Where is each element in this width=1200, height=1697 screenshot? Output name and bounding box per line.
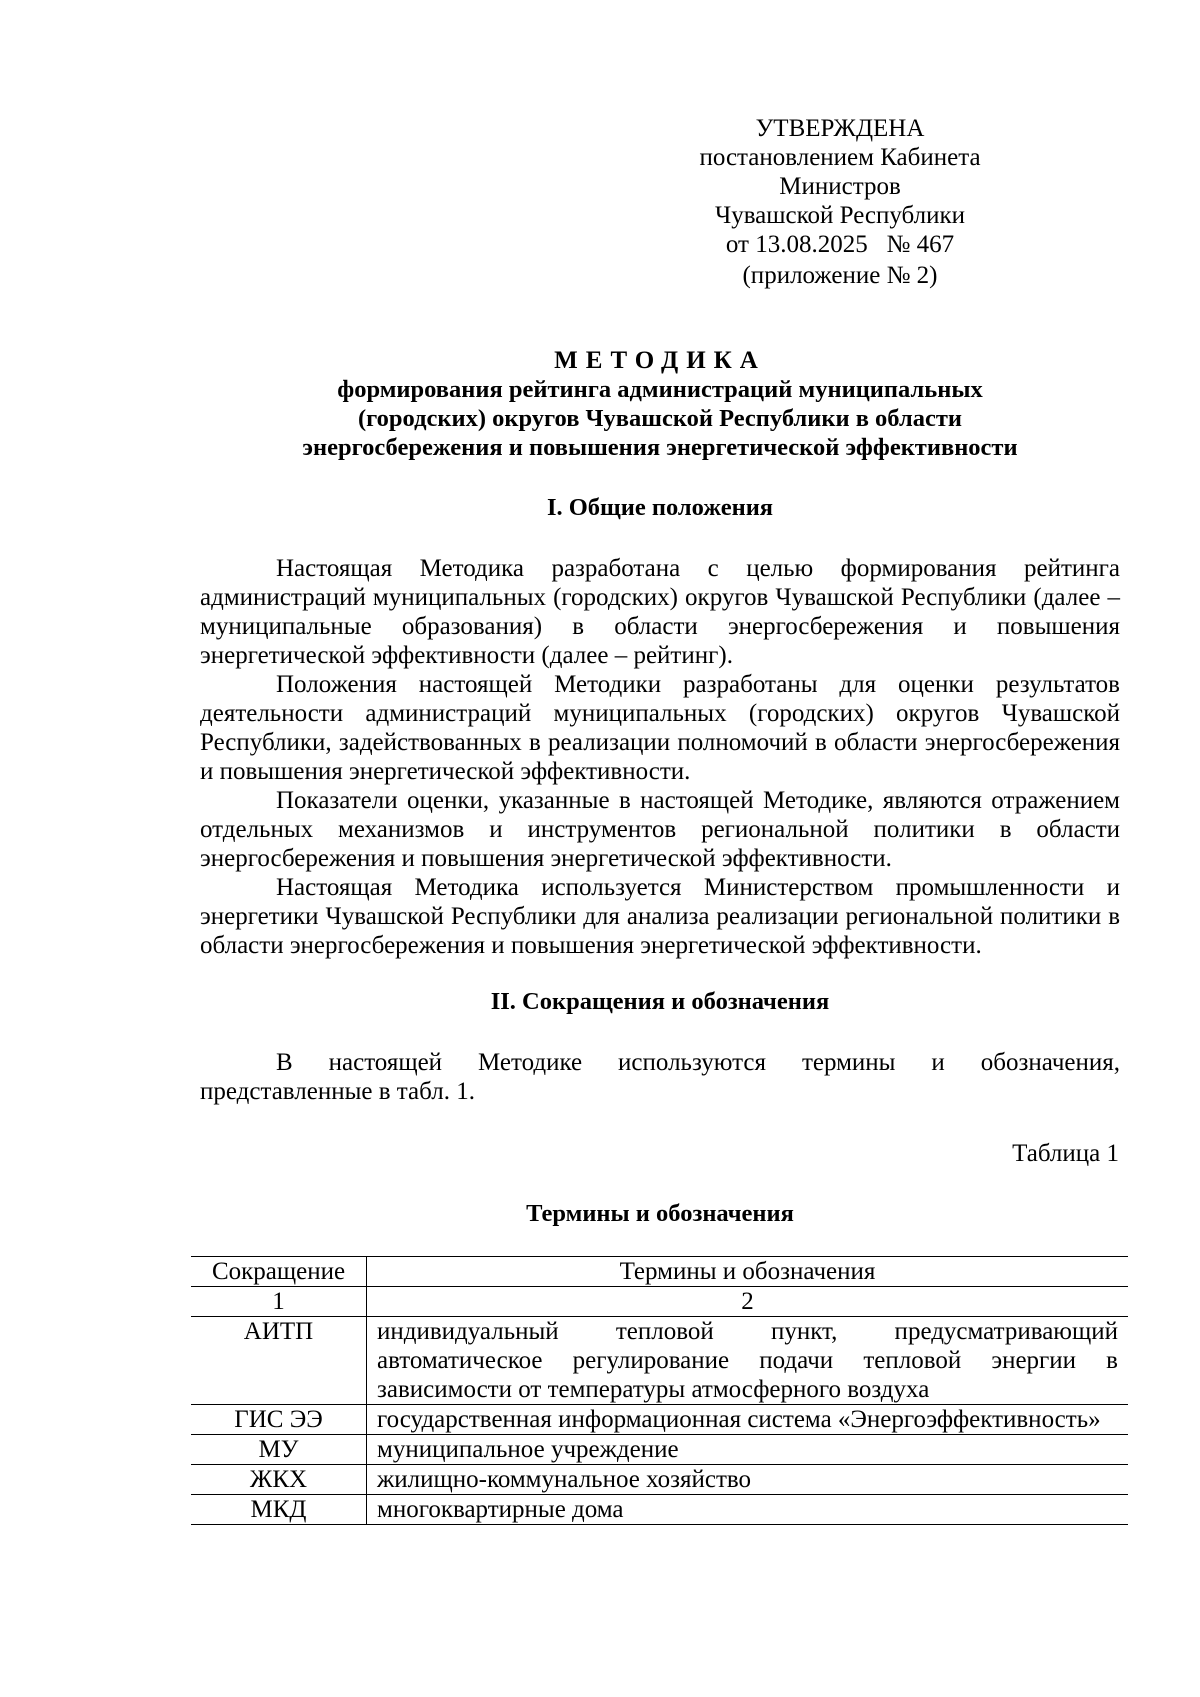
table-row: [191, 1495, 1128, 1525]
abbreviation-cell: ЖКХ: [191, 1465, 367, 1495]
terms-table: [191, 1256, 1128, 1525]
document-title: [200, 346, 1120, 462]
title-line-2: (городских) округов Чувашской Республики в области: [358, 405, 962, 432]
table-row: [191, 1405, 1128, 1435]
paragraph: Положения настоящей Методики разработаны для оценки результатов деятельности администраций муниципальных (городских) округов Чувашской Республики, задействованных в реализации полномочий в области энергосбережения и повышения энергетической эффективности.: [200, 671, 1120, 785]
term-cell: индивидуальный тепловой пункт, предусматривающий автоматическое регулирование подачи тепловой энергии в зависимости от температуры атмосферного воздуха: [367, 1317, 1129, 1405]
appendix-note: (приложение № 2): [742, 262, 938, 289]
paragraph: Настоящая Методика используется Министерством промышленности и энергетики Чувашской Республики для анализа реализации региональной политики в области энергосбережения и повышения энергетической эффективности.: [200, 874, 1120, 959]
title-line-3: энергосбережения и повышения энергетической эффективности: [302, 434, 1018, 461]
paragraph: Настоящая Методика разработана с целью формирования рейтинга администраций муниципальных (городских) округов Чувашской Республики (далее – муниципальные образования) в области энергосбережения и повышения энергетической эффективности (далее – рейтинг).: [200, 555, 1120, 669]
table-header-row: [191, 1257, 1128, 1287]
table-title: Термины и обозначения: [526, 1200, 794, 1227]
column-number: 2: [367, 1287, 1129, 1317]
table-row: [191, 1435, 1128, 1465]
section-1-heading: I. Общие положения: [546, 494, 774, 521]
term-cell: муниципальное учреждение: [367, 1435, 1129, 1465]
section-1-body: [200, 554, 1120, 960]
table-numbering-row: [191, 1287, 1128, 1317]
paragraph: В настоящей Методике используются термины и обозначения, представленные в табл. 1.: [200, 1049, 1120, 1105]
term-cell: многоквартирные дома: [367, 1495, 1129, 1525]
abbreviation-cell: МКД: [191, 1495, 367, 1525]
approval-date-number: от 13.08.2025 № 467: [725, 231, 955, 258]
paragraph: Показатели оценки, указанные в настоящей Методике, являются отражением отдельных механизмов и инструментов региональной политики в области энергосбережения и повышения энергетической эффективности.: [200, 787, 1120, 872]
abbreviation-cell: ГИС ЭЭ: [191, 1405, 367, 1435]
header-terms: Термины и обозначения: [367, 1257, 1129, 1287]
title-line-1: формирования рейтинга администраций муниципальных: [337, 376, 983, 403]
header-abbreviation: Сокращение: [191, 1257, 367, 1287]
term-cell: жилищно-коммунальное хозяйство: [367, 1465, 1129, 1495]
table-caption: Таблица 1: [1012, 1140, 1119, 1167]
table-row: [191, 1317, 1128, 1405]
section-2-body: [200, 1048, 1120, 1106]
section-2-heading: II. Сокращения и обозначения: [490, 988, 830, 1015]
abbreviation-cell: МУ: [191, 1435, 367, 1465]
approval-stamp: [640, 114, 1120, 259]
approval-resolution: постановлением Кабинета Министров: [699, 144, 981, 200]
abbreviation-cell: АИТП: [191, 1317, 367, 1405]
title-main: МЕТОДИКА: [554, 347, 766, 374]
term-cell: государственная информационная система «Энергоэффективность»: [367, 1405, 1129, 1435]
table-row: [191, 1465, 1128, 1495]
column-number: 1: [191, 1287, 367, 1317]
approval-republic: Чувашской Республики: [714, 202, 966, 229]
approval-heading: УТВЕРЖДЕНА: [755, 115, 925, 142]
